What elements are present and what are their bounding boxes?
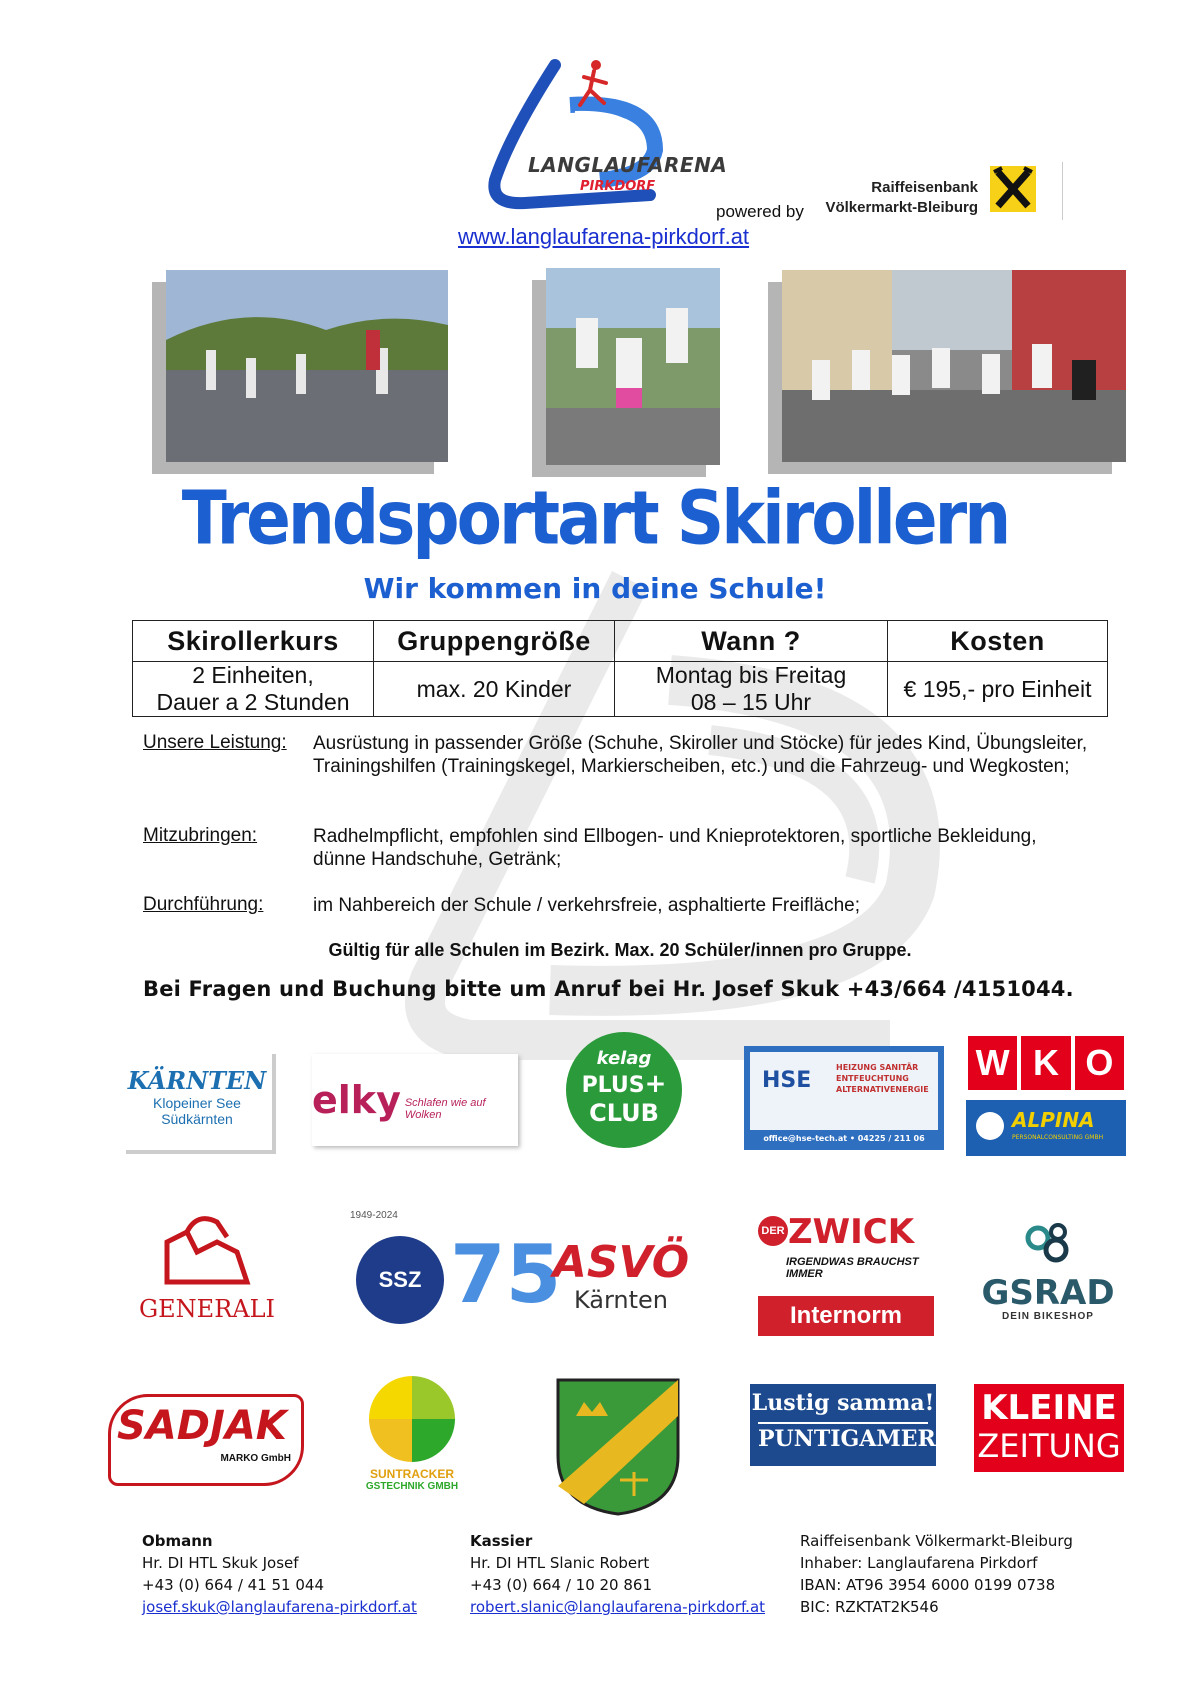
footer-obmann-title: Obmann bbox=[142, 1532, 213, 1550]
elky-name: elky bbox=[312, 1078, 401, 1122]
kaernten-line1: Klopeiner See bbox=[153, 1095, 241, 1111]
wko-letter-k: K bbox=[1021, 1036, 1070, 1090]
sponsor-generali bbox=[132, 1212, 282, 1332]
puntigamer-top: Lustig samma! bbox=[751, 1390, 935, 1416]
cell-course bbox=[133, 662, 374, 717]
sponsor-hse bbox=[744, 1046, 944, 1150]
label-leistung: Unsere Leistung: bbox=[143, 732, 287, 753]
sponsor-gsrad bbox=[978, 1220, 1118, 1330]
alpina-sub: PERSONALCONSULTING GMBH bbox=[1012, 1134, 1104, 1141]
zwick-name: ZWICK bbox=[788, 1212, 915, 1252]
kaernten-name: KÄRNTEN bbox=[127, 1066, 267, 1095]
label-mitzubringen: Mitzubringen: bbox=[143, 825, 258, 846]
ssz-name: SSZ bbox=[356, 1236, 444, 1324]
sponsor-suntracker bbox=[352, 1376, 472, 1506]
bank-name-line2: Völkermarkt-Bleiburg bbox=[825, 199, 978, 216]
text-leistung: Ausrüstung in passender Größe (Schuhe, Skiroller und Stöcke) für jedes Kind, Übungsleiter, Trainingshilfen (Trainingskegel, Markierscheiben, etc.) und die Fahrzeug- und Wegkosten; bbox=[313, 733, 1088, 777]
powered-by-text: powered by bbox=[716, 202, 804, 221]
validity-note: Gültig für alle Schulen im Bezirk. Max. 20 Schüler/innen pro Gruppe. bbox=[328, 940, 912, 960]
contact-note: Bei Fragen und Buchung bitte um Anruf bei Hr. Josef Skuk +43/664 /4151044. bbox=[143, 977, 1074, 1001]
skier-swoosh-icon bbox=[480, 55, 720, 220]
sponsor-puntigamer bbox=[750, 1384, 936, 1466]
footer-obmann-email[interactable]: josef.skuk@langlaufarena-pirkdorf.at bbox=[142, 1598, 417, 1616]
zwick-internorm: Internorm bbox=[758, 1296, 934, 1336]
sponsor-kaernten bbox=[122, 1050, 272, 1150]
kleine-line2: ZEITUNG bbox=[977, 1427, 1121, 1465]
course-table bbox=[132, 620, 1108, 717]
footer-bank bbox=[800, 1530, 1073, 1618]
elky-slogan: Schlafen wie auf Wolken bbox=[404, 1097, 486, 1121]
gsrad-sub: DEIN BIKESHOP bbox=[1002, 1311, 1094, 1322]
sponsor-ssz: 1949-2024 SSZ 75 bbox=[320, 1208, 496, 1336]
hse-services: HEIZUNG SANITÄR ENTFEUCHTUNG ALTERNATIVENERGIE bbox=[836, 1063, 929, 1094]
bank-name-line1: Raiffeisenbank bbox=[871, 179, 978, 196]
alpina-icon bbox=[976, 1112, 1004, 1140]
footer-obmann bbox=[142, 1530, 417, 1618]
footer-bank-bic: BIC: RZKTAT2K546 bbox=[800, 1598, 939, 1616]
footer-kassier bbox=[470, 1530, 765, 1618]
logo-text: LANGLAUFARENA bbox=[528, 153, 728, 177]
sponsor-zwick bbox=[758, 1212, 934, 1340]
header-when: Wann ? bbox=[615, 621, 888, 662]
sponsor-elky bbox=[312, 1054, 518, 1146]
suntracker-line1: SUNTRACKER bbox=[370, 1467, 454, 1481]
sponsor-kelag bbox=[566, 1032, 682, 1148]
asvo-sub: Kärnten bbox=[573, 1286, 669, 1314]
cell-group: max. 20 Kinder bbox=[374, 662, 615, 717]
generali-lion-icon bbox=[147, 1212, 267, 1290]
hse-name: HSE bbox=[762, 1068, 812, 1093]
cell-when bbox=[615, 662, 888, 717]
bike-chain-icon bbox=[1018, 1220, 1078, 1270]
kelag-bottom: CLUB bbox=[589, 1099, 659, 1127]
sponsor-wko bbox=[968, 1036, 1124, 1090]
sadjak-sub: MARKO GmbH bbox=[220, 1453, 291, 1464]
course-table-header-row bbox=[133, 621, 1108, 662]
page-subtitle: Wir kommen in deine Schule! bbox=[363, 572, 827, 605]
kaernten-line2: Südkärnten bbox=[161, 1111, 233, 1127]
footer-obmann-phone: +43 (0) 664 / 41 51 044 bbox=[142, 1576, 324, 1594]
footer-bank-iban: IBAN: AT96 3954 6000 0199 0738 bbox=[800, 1576, 1056, 1594]
asvo-name: ASVÖ bbox=[552, 1237, 690, 1288]
logo-subtext: PIRKDORF bbox=[580, 179, 656, 194]
footer-bank-owner: Inhaber: Langlaufarena Pirkdorf bbox=[800, 1554, 1038, 1572]
zwick-der: DER bbox=[758, 1216, 788, 1246]
generali-name: GENERALI bbox=[138, 1295, 276, 1323]
footer-kassier-name: Hr. DI HTL Slanic Robert bbox=[470, 1554, 650, 1572]
header-cost: Kosten bbox=[888, 621, 1108, 662]
ssz-years: 1949-2024 bbox=[350, 1210, 398, 1221]
sponsor-sadjak bbox=[108, 1394, 304, 1486]
label-durchfuehrung: Durchführung: bbox=[143, 894, 264, 915]
header-group-size: Gruppengröße bbox=[374, 621, 615, 662]
wko-letter-w: W bbox=[968, 1036, 1017, 1090]
when-line1: Montag bis Freitag bbox=[655, 662, 847, 688]
website-link[interactable]: www.langlaufarena-pirkdorf.at bbox=[458, 224, 750, 249]
page-title: Trendsportart Skirollern bbox=[181, 475, 1009, 562]
header-divider bbox=[1062, 162, 1063, 220]
sponsor-alpina bbox=[966, 1100, 1126, 1156]
kelag-mid: PLUS+ bbox=[581, 1069, 667, 1099]
text-durchfuehrung: im Nahbereich der Schule / verkehrsfreie, asphaltierte Freifläche; bbox=[313, 895, 861, 916]
kleine-line1: KLEINE bbox=[981, 1388, 1117, 1428]
raiffeisen-cross-icon bbox=[990, 166, 1036, 212]
when-line2: 08 – 15 Uhr bbox=[690, 689, 812, 715]
gsrad-name: GSRAD bbox=[981, 1273, 1115, 1313]
puntigamer-bottom: PUNTIGAMER bbox=[758, 1422, 928, 1452]
footer-obmann-name: Hr. DI HTL Skuk Josef bbox=[142, 1554, 299, 1572]
photo-skiroller-street bbox=[782, 270, 1126, 462]
raiffeisen-logo bbox=[818, 178, 978, 218]
sponsor-asvo bbox=[536, 1237, 706, 1320]
course-line1: 2 Einheiten, bbox=[192, 662, 314, 688]
coat-of-arms bbox=[554, 1376, 682, 1516]
cell-cost: € 195,- pro Einheit bbox=[888, 662, 1108, 717]
footer-kassier-email[interactable]: robert.slanic@langlaufarena-pirkdorf.at bbox=[470, 1598, 766, 1616]
text-mitzubringen: Radhelmpflicht, empfohlen sind Ellbogen- und Knieprotektoren, sportliche Bekleidung, dünne Handschuhe, Getränk; bbox=[313, 826, 1037, 870]
zwick-slogan: IRGENDWAS BRAUCHST IMMER bbox=[786, 1256, 919, 1280]
header-course: Skirollerkurs bbox=[133, 621, 374, 662]
langlaufarena-logo bbox=[480, 55, 728, 220]
footer-bank-name: Raiffeisenbank Völkermarkt-Bleiburg bbox=[800, 1532, 1073, 1550]
footer-kassier-title: Kassier bbox=[470, 1532, 533, 1550]
kelag-top: kelag bbox=[596, 1048, 652, 1069]
photo-skiroller-group-1 bbox=[166, 270, 448, 462]
sponsor-kleine-zeitung bbox=[974, 1384, 1124, 1472]
alpina-name: ALPINA bbox=[1012, 1108, 1095, 1132]
photo-skiroller-girls bbox=[546, 268, 720, 465]
footer-kassier-phone: +43 (0) 664 / 10 20 861 bbox=[470, 1576, 652, 1594]
course-table-row bbox=[133, 662, 1108, 717]
hse-contact: office@hse-tech.at • 04225 / 211 06 bbox=[763, 1134, 925, 1143]
sadjak-name: SADJAK bbox=[117, 1403, 287, 1449]
wko-letter-o: O bbox=[1075, 1036, 1124, 1090]
course-line2: Dauer a 2 Stunden bbox=[156, 689, 350, 715]
suntracker-circle-icon bbox=[369, 1376, 455, 1462]
suntracker-line2: GSTECHNIK GMBH bbox=[365, 1481, 459, 1492]
